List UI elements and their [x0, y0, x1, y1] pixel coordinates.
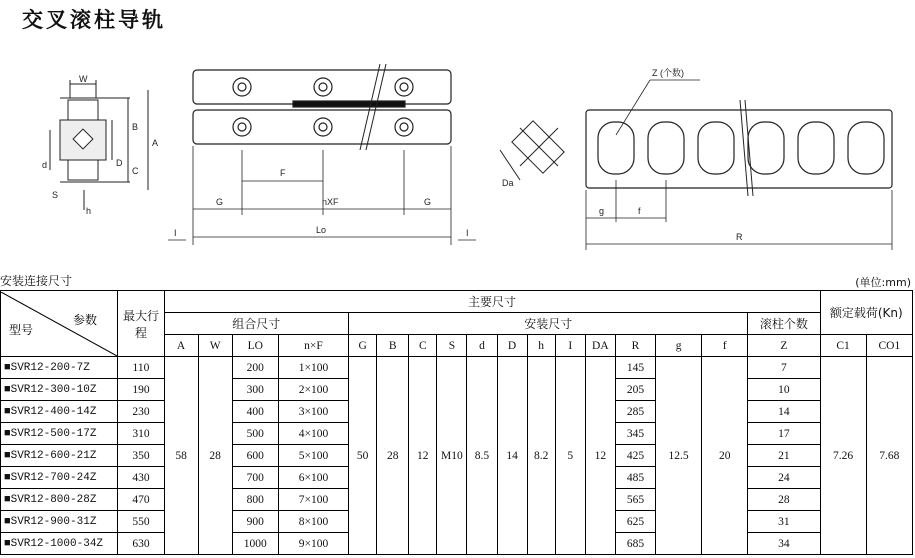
cell-z: 34	[748, 533, 820, 555]
cell-stroke: 350	[118, 445, 164, 467]
col-c01: CO1	[866, 335, 912, 357]
header-model-param	[1, 291, 118, 357]
cell-stroke: 190	[118, 379, 164, 401]
cell-nf: 5×100	[278, 445, 348, 467]
cell-z: 7	[748, 357, 820, 379]
cell-z: 24	[748, 467, 820, 489]
col-d-big: D	[497, 335, 527, 357]
col-s: S	[437, 335, 467, 357]
cell-model: ■SVR12-900-31Z	[1, 511, 118, 533]
cell-a: 58	[164, 357, 198, 555]
col-z: Z	[748, 335, 820, 357]
col-b: B	[377, 335, 409, 357]
cell-r: 485	[615, 467, 655, 489]
cell-model: ■SVR12-400-14Z	[1, 401, 118, 423]
col-nf: n×F	[278, 335, 348, 357]
cell-z: 10	[748, 379, 820, 401]
col-a: A	[164, 335, 198, 357]
cell-nf: 7×100	[278, 489, 348, 511]
col-c: C	[409, 335, 437, 357]
cell-r: 285	[615, 401, 655, 423]
cell-model: ■SVR12-1000-34Z	[1, 533, 118, 555]
cell-d: 8.5	[467, 357, 497, 555]
col-lo: LO	[232, 335, 278, 357]
cell-z: 14	[748, 401, 820, 423]
table-row	[1, 357, 913, 379]
cell-lo: 800	[232, 489, 278, 511]
label-c: C	[132, 166, 139, 176]
cell-f2: 20	[702, 357, 748, 555]
header-combo: 组合尺寸	[164, 313, 349, 335]
col-da: DA	[585, 335, 615, 357]
cell-lo: 200	[232, 357, 278, 379]
cell-z: 31	[748, 511, 820, 533]
label-f: F	[280, 168, 286, 178]
cell-nf: 8×100	[278, 511, 348, 533]
col-d-small: d	[467, 335, 497, 357]
cell-model: ■SVR12-600-21Z	[1, 445, 118, 467]
cell-h: 8.2	[527, 357, 555, 555]
cell-w: 28	[198, 357, 232, 555]
cell-c1: 7.26	[820, 357, 866, 555]
col-w: W	[198, 335, 232, 357]
header-load: 额定载荷(Kn)	[820, 291, 912, 335]
cell-nf: 3×100	[278, 401, 348, 423]
cell-r: 425	[615, 445, 655, 467]
label-h: h	[86, 206, 92, 216]
roller-detail	[500, 121, 564, 180]
col-f2: f	[702, 335, 748, 357]
cell-g: 50	[349, 357, 377, 555]
cell-lo: 500	[232, 423, 278, 445]
cell-stroke: 630	[118, 533, 164, 555]
cell-z: 21	[748, 445, 820, 467]
cell-model: ■SVR12-300-10Z	[1, 379, 118, 401]
col-g: G	[349, 335, 377, 357]
cell-s: M10	[437, 357, 467, 555]
unit-label: (单位:mm)	[855, 276, 911, 289]
label-nxf: nXF	[322, 197, 339, 207]
label-g-right: G	[424, 197, 432, 207]
cell-lo: 400	[232, 401, 278, 423]
rail-top-view	[168, 64, 476, 245]
cell-stroke: 430	[118, 467, 164, 489]
cell-b: 28	[377, 357, 409, 555]
label-a: A	[152, 138, 159, 148]
label-f2: f	[638, 206, 641, 216]
cell-c01: 7.68	[866, 357, 912, 555]
cell-d: 14	[497, 357, 527, 555]
cell-stroke: 550	[118, 511, 164, 533]
col-c1: C1	[820, 335, 866, 357]
cell-r: 565	[615, 489, 655, 511]
cell-i: 5	[555, 357, 585, 555]
label-g-left: G	[216, 197, 224, 207]
cell-r: 145	[615, 357, 655, 379]
cell-lo: 700	[232, 467, 278, 489]
label-d-small: d	[42, 160, 48, 170]
technical-drawing	[0, 0, 915, 270]
roller-cage-view	[586, 80, 892, 250]
cell-stroke: 230	[118, 401, 164, 423]
cell-nf: 9×100	[278, 533, 348, 555]
cell-r: 685	[615, 533, 655, 555]
cell-lo: 900	[232, 511, 278, 533]
cell-z: 17	[748, 423, 820, 445]
header-param: 参数	[73, 312, 98, 327]
col-r: R	[615, 335, 655, 357]
cell-model: ■SVR12-200-7Z	[1, 357, 118, 379]
col-g2: g	[656, 335, 702, 357]
label-lo: Lo	[316, 225, 327, 235]
cell-stroke: 310	[118, 423, 164, 445]
cell-model: ■SVR12-500-17Z	[1, 423, 118, 445]
cell-nf: 1×100	[278, 357, 348, 379]
table-body	[1, 357, 913, 555]
cell-r: 345	[615, 423, 655, 445]
cell-model: ■SVR12-800-28Z	[1, 489, 118, 511]
cell-model: ■SVR12-700-24Z	[1, 467, 118, 489]
cell-lo: 1000	[232, 533, 278, 555]
cell-nf: 2×100	[278, 379, 348, 401]
cell-da: 12	[585, 357, 615, 555]
label-z: Z (个数)	[652, 68, 684, 78]
cell-nf: 6×100	[278, 467, 348, 489]
header-model: 型号	[9, 322, 34, 337]
header-main: 主要尺寸	[164, 291, 820, 313]
col-h: h	[527, 335, 555, 357]
page-title: 交叉滚柱导轨	[22, 7, 166, 32]
label-s: S	[52, 190, 59, 200]
label-g2: g	[599, 206, 605, 216]
label-i-right: I	[466, 228, 469, 238]
label-i-left: I	[174, 228, 177, 238]
header-install: 安装尺寸	[349, 313, 748, 335]
label-da: Da	[502, 178, 514, 188]
cell-r: 205	[615, 379, 655, 401]
label-r: R	[736, 232, 743, 242]
table-caption: 安装连接尺寸	[0, 274, 73, 288]
spec-table	[0, 290, 913, 555]
cell-g2: 12.5	[656, 357, 702, 555]
label-b: B	[132, 122, 139, 132]
cell-stroke: 110	[118, 357, 164, 379]
cell-lo: 300	[232, 379, 278, 401]
cross-section-view	[50, 80, 148, 210]
cell-nf: 4×100	[278, 423, 348, 445]
header-rollers: 滚柱个数	[748, 313, 820, 335]
cell-c: 12	[409, 357, 437, 555]
label-w: W	[79, 74, 88, 84]
cell-stroke: 470	[118, 489, 164, 511]
label-d-big: D	[116, 158, 123, 168]
cell-z: 28	[748, 489, 820, 511]
header-stroke: 最大行程	[118, 291, 164, 357]
col-i: I	[555, 335, 585, 357]
cell-r: 625	[615, 511, 655, 533]
cell-lo: 600	[232, 445, 278, 467]
